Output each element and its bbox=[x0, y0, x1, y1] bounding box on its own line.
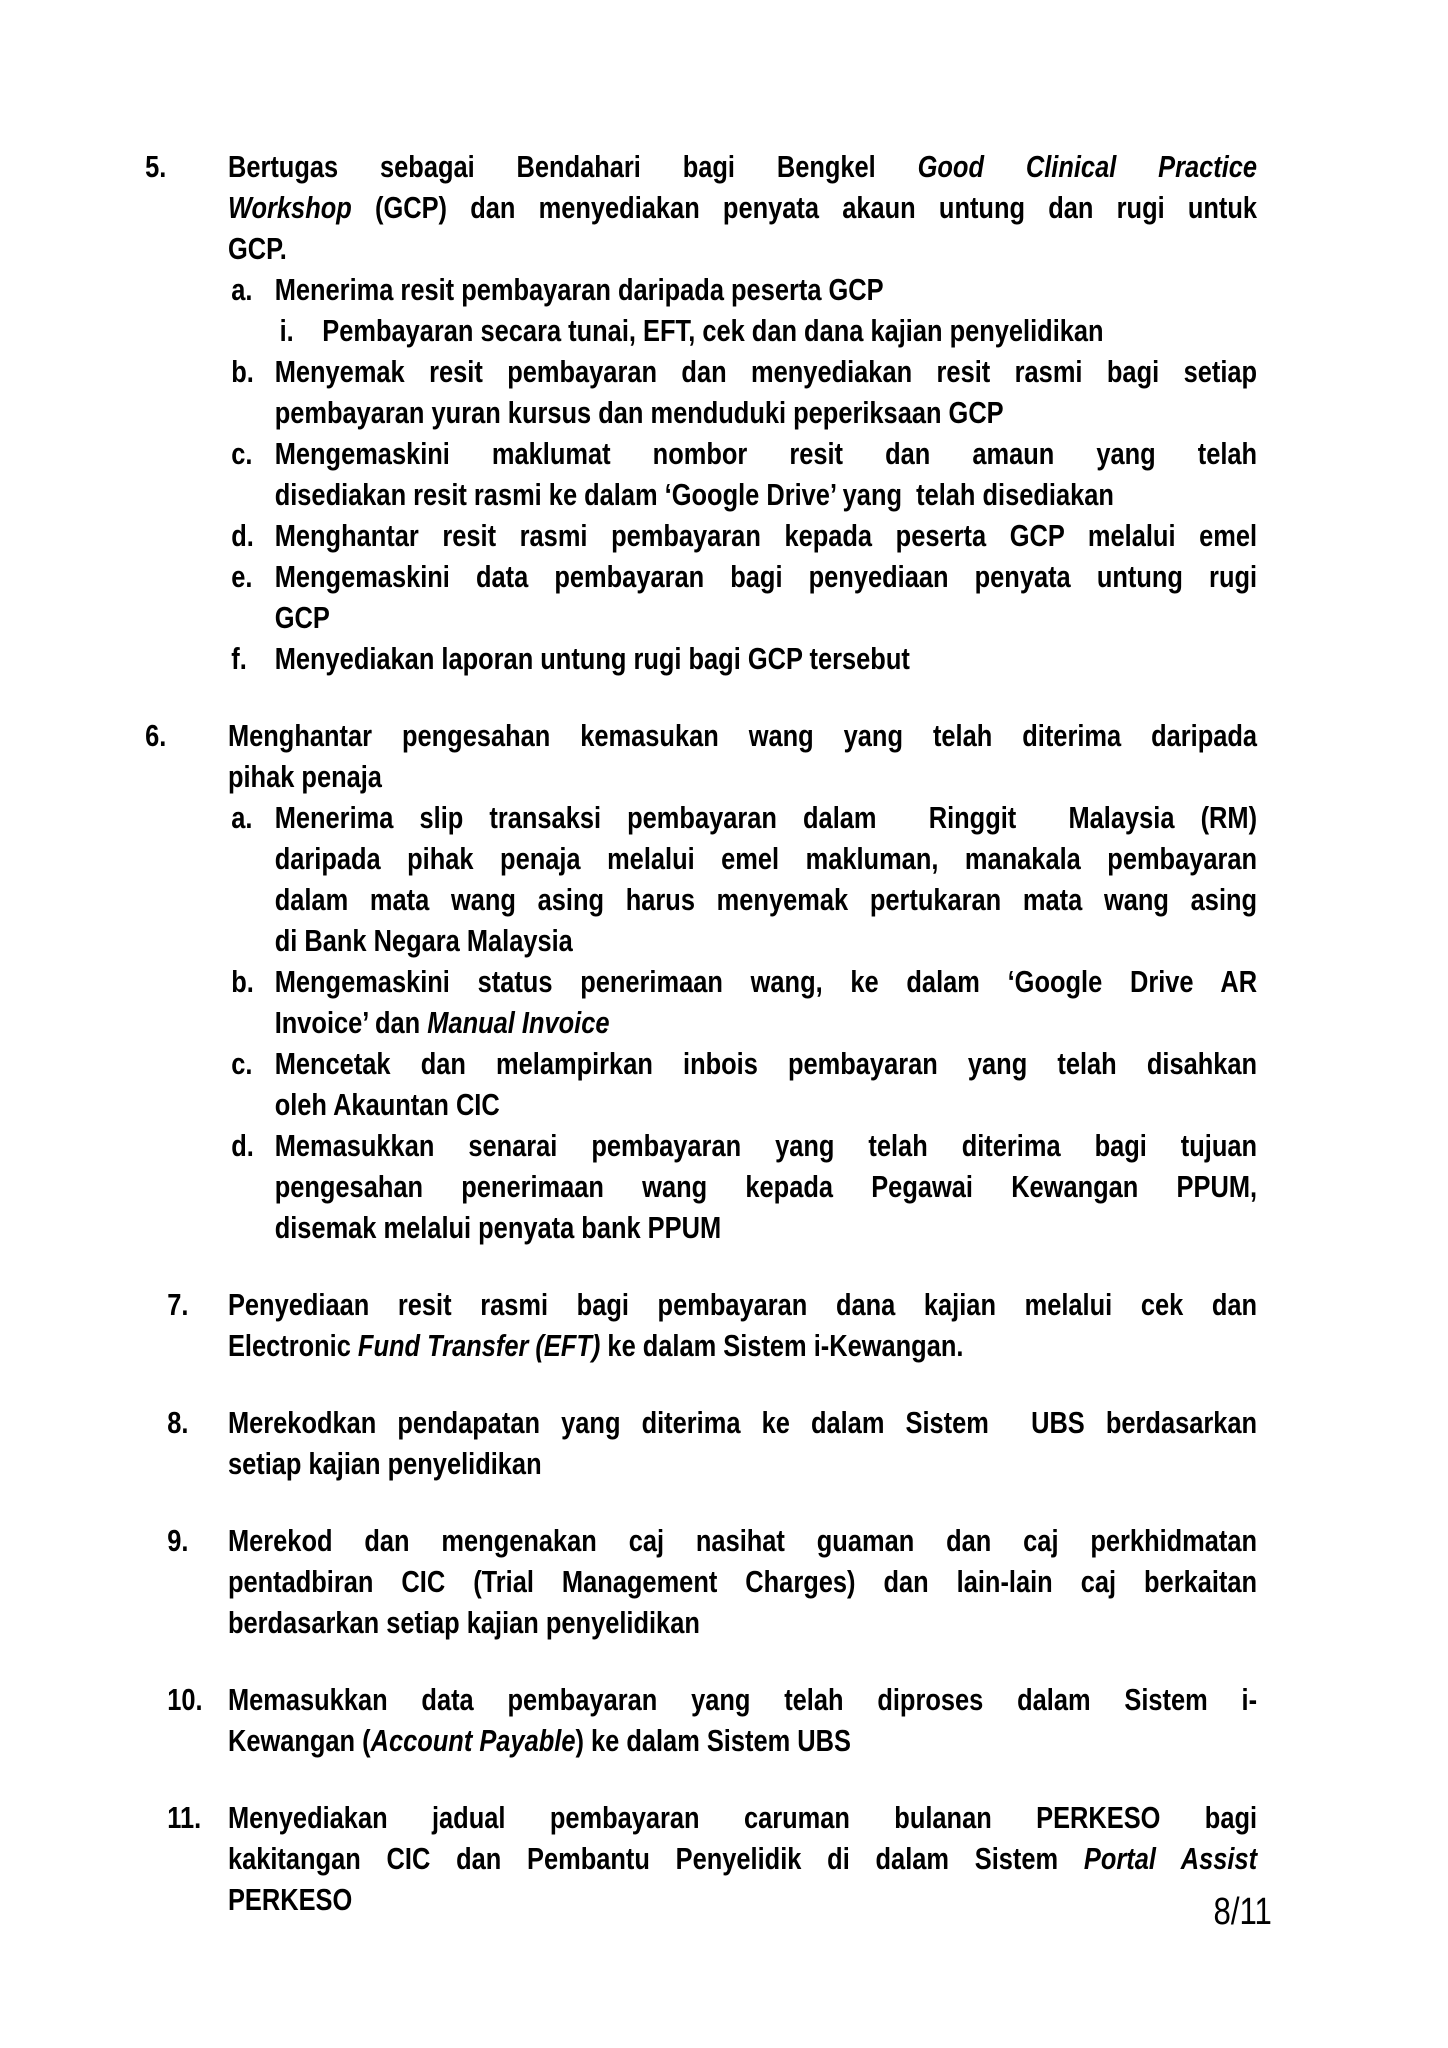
sub-item-body bbox=[275, 1125, 1257, 1248]
sub-item-marker: c. bbox=[231, 436, 253, 471]
sub-item-body bbox=[275, 1043, 1257, 1125]
list-item bbox=[145, 1402, 1257, 1484]
text-line bbox=[322, 310, 1257, 351]
sub-item-marker: a. bbox=[231, 800, 253, 835]
sub-item-marker: a. bbox=[231, 272, 253, 307]
sub-item-marker: b. bbox=[231, 964, 254, 999]
italic-text: Manual Invoice bbox=[427, 1005, 610, 1040]
italic-text: Fund Transfer (EFT) bbox=[357, 1328, 601, 1363]
text-line bbox=[228, 1443, 1257, 1484]
item-number: 7. bbox=[167, 1287, 189, 1322]
item-number: 10. bbox=[167, 1682, 203, 1717]
text-segment: Merekodkan pendapatan yang diterima ke dalam Sistem UBS berdasarkan bbox=[227, 1405, 1258, 1440]
text-line bbox=[228, 228, 1257, 269]
italic-text: Good Clinical Practice bbox=[917, 149, 1258, 184]
text-segment: Mengemaskini status penerimaan wang, ke dalam ‘Google Drive AR bbox=[274, 964, 1258, 999]
sub-item bbox=[231, 1125, 1257, 1248]
sub-item bbox=[231, 1043, 1257, 1125]
text-line bbox=[275, 433, 1257, 474]
text-segment: berdasarkan setiap kajian penyelidikan bbox=[227, 1605, 700, 1640]
text-segment: pentadbiran CIC (Trial Management Charges) dan lain-lain caj berkaitan bbox=[227, 1564, 1258, 1599]
text-line bbox=[228, 756, 1257, 797]
text-segment: Mengemaskini data pembayaran bagi penyediaan penyata untung rugi bbox=[274, 559, 1258, 594]
text-segment: daripada pihak penaja melalui emel makluman, manakala pembayaran bbox=[274, 841, 1258, 876]
text-segment: GCP. bbox=[227, 231, 287, 266]
text-segment: Menerima slip transaksi pembayaran dalam Ringgit Malaysia (RM) bbox=[274, 800, 1258, 835]
item-number: 5. bbox=[145, 149, 167, 184]
list-item bbox=[145, 1679, 1257, 1761]
text-line bbox=[275, 351, 1257, 392]
text-segment: GCP bbox=[274, 600, 330, 635]
text-segment: Mencetak dan melampirkan inbois pembayaran yang telah disahkan bbox=[274, 1046, 1258, 1081]
text-line bbox=[228, 1879, 1257, 1920]
sub-item-marker: d. bbox=[231, 1128, 254, 1163]
text-line bbox=[275, 961, 1257, 1002]
text-segment: PERKESO bbox=[227, 1882, 353, 1917]
text-line bbox=[228, 1284, 1257, 1325]
text-segment: Menghantar pengesahan kemasukan wang yang telah diterima daripada bbox=[227, 718, 1258, 753]
text-line bbox=[275, 1166, 1257, 1207]
text-line bbox=[275, 269, 1257, 310]
sub-item-marker: b. bbox=[231, 354, 254, 389]
sub-item-body bbox=[275, 433, 1257, 515]
text-segment: Menyediakan laporan untung rugi bagi GCP tersebut bbox=[274, 641, 910, 676]
item-body bbox=[228, 146, 1257, 679]
text-line bbox=[228, 1520, 1257, 1561]
text-line bbox=[275, 597, 1257, 638]
text-line bbox=[228, 1325, 1257, 1366]
text-segment: kakitangan CIC dan Pembantu Penyelidik di dalam Sistem bbox=[227, 1841, 1084, 1876]
sub-item bbox=[231, 351, 1257, 433]
text-segment: pengesahan penerimaan wang kepada Pegawai Kewangan PPUM, bbox=[274, 1169, 1258, 1204]
sub-item-body bbox=[275, 961, 1257, 1043]
text-segment: disemak melalui penyata bank PPUM bbox=[274, 1210, 722, 1245]
item-number: 6. bbox=[145, 718, 167, 753]
text-segment: Mengemaskini maklumat nombor resit dan amaun yang telah bbox=[274, 436, 1258, 471]
text-segment: Menghantar resit rasmi pembayaran kepada peserta GCP melalui emel bbox=[274, 518, 1258, 553]
text-segment: Memasukkan data pembayaran yang telah diproses dalam Sistem i- bbox=[227, 1682, 1258, 1717]
text-line bbox=[228, 715, 1257, 756]
sub-item bbox=[231, 433, 1257, 515]
list-item bbox=[145, 146, 1257, 679]
text-line bbox=[275, 638, 1257, 679]
sub-item bbox=[231, 556, 1257, 638]
sub-item-body bbox=[275, 638, 1257, 679]
text-segment: Kewangan ( bbox=[227, 1723, 371, 1758]
text-segment: setiap kajian penyelidikan bbox=[227, 1446, 542, 1481]
page-number: 8/11 bbox=[1213, 1891, 1272, 1933]
text-segment: Electronic bbox=[227, 1328, 358, 1363]
sub-item-body bbox=[275, 797, 1257, 961]
sub-item bbox=[231, 269, 1257, 310]
text-segment: Memasukkan senarai pembayaran yang telah diterima bagi tujuan bbox=[274, 1128, 1258, 1163]
italic-text: Portal Assist bbox=[1083, 1841, 1258, 1876]
sub-item bbox=[231, 797, 1257, 961]
sub-item-body bbox=[275, 556, 1257, 638]
item-body bbox=[228, 1284, 1257, 1366]
text-line bbox=[275, 474, 1257, 515]
sub-item-marker: c. bbox=[231, 1046, 253, 1081]
text-line bbox=[228, 1402, 1257, 1443]
text-line bbox=[275, 1207, 1257, 1248]
sub-item bbox=[231, 638, 1257, 679]
text-segment: oleh Akauntan CIC bbox=[274, 1087, 500, 1122]
text-line bbox=[275, 556, 1257, 597]
sub-item-body bbox=[275, 351, 1257, 433]
sub-item bbox=[231, 961, 1257, 1043]
text-line bbox=[228, 1561, 1257, 1602]
text-segment: pihak penaja bbox=[227, 759, 382, 794]
text-line bbox=[228, 1602, 1257, 1643]
sub-item-marker: f. bbox=[231, 641, 247, 676]
text-segment: Invoice’ dan bbox=[274, 1005, 428, 1040]
text-segment: Menerima resit pembayaran daripada peserta GCP bbox=[274, 272, 884, 307]
text-line bbox=[228, 146, 1257, 187]
text-segment: di Bank Negara Malaysia bbox=[274, 923, 573, 958]
text-line bbox=[275, 838, 1257, 879]
text-segment: Pembayaran secara tunai, EFT, cek dan dana kajian penyelidikan bbox=[322, 313, 1104, 348]
text-line bbox=[228, 1720, 1257, 1761]
text-line bbox=[228, 1679, 1257, 1720]
text-segment: Menyediakan jadual pembayaran caruman bulanan PERKESO bagi bbox=[227, 1800, 1258, 1835]
sub-item bbox=[231, 515, 1257, 556]
text-segment: Bertugas sebagai Bendahari bagi Bengkel bbox=[227, 149, 918, 184]
text-segment: Menyemak resit pembayaran dan menyediakan resit rasmi bagi setiap bbox=[274, 354, 1258, 389]
text-segment: dalam mata wang asing harus menyemak pertukaran mata wang asing bbox=[274, 882, 1258, 917]
item-body bbox=[228, 1797, 1257, 1920]
text-line bbox=[275, 920, 1257, 961]
text-line bbox=[275, 1084, 1257, 1125]
text-segment: Merekod dan mengenakan caj nasihat guaman dan caj perkhidmatan bbox=[227, 1523, 1258, 1558]
sub-item-marker: d. bbox=[231, 518, 254, 553]
sub-item-body bbox=[275, 515, 1257, 556]
item-body bbox=[228, 1402, 1257, 1484]
sub-item-body bbox=[322, 310, 1257, 351]
text-line bbox=[275, 1002, 1257, 1043]
text-line bbox=[275, 797, 1257, 838]
text-segment: disediakan resit rasmi ke dalam ‘Google Drive’ yang telah disediakan bbox=[274, 477, 1114, 512]
item-number: 11. bbox=[167, 1800, 202, 1835]
italic-text: Workshop bbox=[227, 190, 352, 225]
text-line bbox=[275, 515, 1257, 556]
text-segment: (GCP) dan menyediakan penyata akaun untung dan rugi untuk bbox=[351, 190, 1258, 225]
text-line bbox=[275, 1043, 1257, 1084]
list-item bbox=[145, 1520, 1257, 1643]
item-body bbox=[228, 715, 1257, 1248]
text-line bbox=[275, 1125, 1257, 1166]
sub-item-marker: i. bbox=[279, 313, 294, 348]
text-line bbox=[228, 1838, 1257, 1879]
list-item bbox=[145, 715, 1257, 1248]
list-item bbox=[145, 1797, 1257, 1920]
item-number: 9. bbox=[167, 1523, 189, 1558]
item-number: 8. bbox=[167, 1405, 189, 1440]
text-line bbox=[275, 879, 1257, 920]
sub-item-marker: e. bbox=[231, 559, 253, 594]
italic-text: Account Payable bbox=[370, 1723, 576, 1758]
text-segment: ke dalam Sistem i-Kewangan. bbox=[600, 1328, 964, 1363]
item-body bbox=[228, 1520, 1257, 1643]
text-segment: ) ke dalam Sistem UBS bbox=[575, 1723, 851, 1758]
sub-item-body bbox=[275, 269, 1257, 310]
text-line bbox=[275, 392, 1257, 433]
text-segment: pembayaran yuran kursus dan menduduki peperiksaan GCP bbox=[274, 395, 1004, 430]
item-body bbox=[228, 1679, 1257, 1761]
text-line bbox=[228, 1797, 1257, 1838]
text-segment: Penyediaan resit rasmi bagi pembayaran dana kajian melalui cek dan bbox=[227, 1287, 1258, 1322]
list-item bbox=[145, 1284, 1257, 1366]
text-line bbox=[228, 187, 1257, 228]
sub-item bbox=[280, 310, 1257, 351]
